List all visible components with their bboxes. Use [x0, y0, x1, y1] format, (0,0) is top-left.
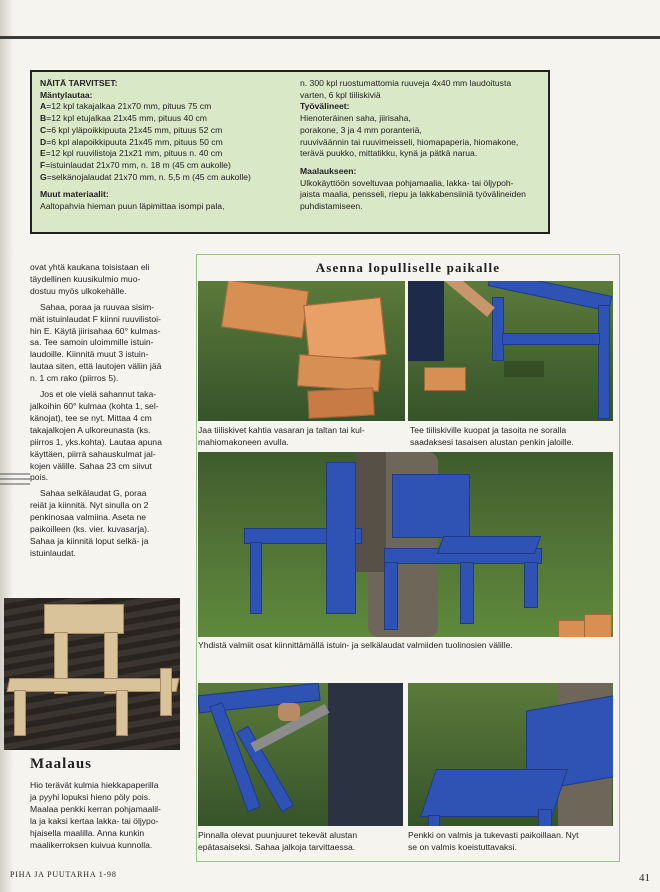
caption-line: Yhdistä valmiit osat kiinnittämällä istuin- ja selkälaudat valmiiden tuolinosien välille.: [198, 640, 513, 650]
text-line: Sahaa selkälaudat G, poraa: [40, 488, 147, 499]
caption-line: Tee tiiliskiville kuopat ja tasoita ne soralla: [410, 425, 567, 435]
photo-leveling-ground: [408, 281, 613, 421]
paint-line: puhdistamiseen.: [300, 201, 363, 212]
text-line: Jos et ole vielä sahannut taka-: [40, 389, 157, 400]
text-line: penkinosaa valmiina. Aseta ne: [30, 512, 147, 523]
paragraph: [30, 302, 190, 385]
text-line: hin E. Käytä jiirisahaa 60° kulmas-: [30, 325, 161, 336]
text-line: Hio terävät kulmia hiekkapaperilla: [30, 780, 159, 790]
text-line: käyttäen, piirrä sahauskulmat jal-: [30, 448, 156, 459]
caption-bench-around-tree: [198, 640, 616, 652]
materials-box: [30, 70, 550, 234]
pine-item: B=12 kpl etujalkaa 21x45 mm, pituus 40 cm: [40, 113, 207, 124]
photo-finished-bench: [408, 683, 613, 826]
paragraph: [30, 488, 190, 559]
top-rule: [0, 36, 660, 39]
caption-line: Penkki on valmis ja tukevasti paikoillaan. Nyt: [408, 830, 579, 840]
text-line: reiät ja kiinnitä. Nyt sinulla on 2: [30, 500, 149, 511]
maalaus-text: [30, 780, 190, 851]
paint-line: jaista maalia, pensseli, riepu ja lakkabensiiniä työvälineiden: [300, 189, 526, 200]
materials-column-right: [300, 78, 546, 213]
assembly-section-heading: Asenna lopulliselle paikalle: [315, 260, 501, 275]
materials-title: NÄITÄ TARVITSET:: [40, 78, 118, 88]
text-line: dostuu myös ulkokehälle.: [30, 285, 127, 296]
caption-line: se on valmis koeistuttavaksi.: [408, 841, 517, 852]
text-line: känojat), tee se nyt. Mittaa 4 cm: [30, 412, 152, 423]
pine-heading: Mäntylautaa:: [40, 89, 93, 100]
text-line: takajalkojen A ulkoreunasta (ks.: [30, 424, 151, 435]
caption-bricks: [198, 425, 408, 448]
text-line: kojen välille. Sahaa 23 cm siivut: [30, 460, 152, 471]
pine-item: G=selkänojalaudat 21x70 mm, n. 5,5 m (45 cm aukolle): [40, 171, 251, 182]
other-materials-line: Aaltopahvia hieman puun läpimittaa isompi pala,: [40, 201, 225, 212]
text-line: Sahaa ja kiinnitä loput selkä- ja: [30, 535, 149, 546]
caption-sawing-legs: [198, 830, 408, 853]
instructions-text: [30, 262, 190, 560]
pine-item: C=6 kpl yläpoikkipuuta 21x45 mm, pituus 52 cm: [40, 124, 223, 135]
wooden-bench-photo: [4, 598, 180, 750]
text-line: sa. Tee samoin uloimmille istuin-: [30, 337, 154, 348]
tools-line: porakone, 3 ja 4 mm poranteriä,: [300, 124, 422, 135]
paragraph: [30, 389, 190, 484]
text-line: hjaisella maalilla. Anna kunkin: [30, 827, 145, 838]
paint-line: Ulkokäyttöön soveltuvaa pohjamaalia, lakka- tai öljypoh-: [300, 177, 514, 188]
text-line: la ja kaksi kertaa lakka- tai öljypo-: [30, 815, 159, 826]
text-line: n. 1 cm rako (piirros 5).: [30, 373, 119, 384]
text-line: mät istuinlaudat F kiinni ruuvilistoi-: [30, 313, 161, 324]
photo-bricks: [198, 281, 405, 421]
photo-bench-around-tree: [198, 452, 613, 637]
caption-leveling-ground: [410, 425, 620, 448]
other-materials-heading: Muut materiaalit:: [40, 189, 109, 200]
scan-edge-shadow: [0, 0, 14, 892]
tools-line: ruuviväännin tai ruuvimeisseli, hiomapaperia, hiomakone,: [300, 136, 519, 147]
materials-column-left: [40, 78, 302, 213]
pine-item: D=6 kpl alapoikkipuuta 21x45 mm, pituus 50 cm: [40, 136, 223, 147]
text-line: ja pyyhi lopuksi hieno pöly pois.: [30, 791, 151, 802]
text-line: lautaa siten, että lautojen väliin jää: [30, 361, 162, 372]
tools-line: terävä puukko, mittatikku, kynä ja pätkä narua.: [300, 148, 478, 159]
text-line: laudoille. Kiinnitä muut 3 istuin-: [30, 349, 149, 360]
caption-line: mahiomakoneen avulla.: [198, 436, 289, 447]
text-line: Maalaa penkki kerran pohjamaalil-: [30, 803, 161, 814]
text-line: piirros 1, yks.kohta). Lautaa apuna: [30, 436, 162, 447]
magazine-footer: PIHA JA PUUTARHA 1-98: [10, 870, 117, 879]
text-line: jalkoihin 60° kulmaa (kohta 1, sel-: [30, 400, 159, 411]
pine-item: F=istuinlaudat 21x70 mm, n. 18 m (45 cm aukolle): [40, 159, 231, 170]
maalaus-heading: Maalaus: [30, 756, 93, 772]
text-line: pois.: [30, 472, 49, 483]
pine-item: A=12 kpl takajalkaa 21x70 mm, pituus 75 cm: [40, 101, 212, 112]
page-number: 41: [639, 872, 650, 884]
text-line: täydellinen kuusikulmio muo-: [30, 273, 141, 284]
photo-sawing-legs: [198, 683, 403, 826]
caption-finished-bench: [408, 830, 620, 853]
text-line: paikoilleen (ks. vier. kuvasarja).: [30, 524, 150, 535]
paint-heading: Maalaukseen:: [300, 165, 357, 176]
other-materials-line: varten, 6 kpl tiiliskiviä: [300, 89, 381, 100]
paragraph: [30, 262, 190, 298]
pine-item: E=12 kpl ruuvilistoja 21x21 mm, pituus n. 40 cm: [40, 148, 223, 159]
text-line: Sahaa, poraa ja ruuvaa sisim-: [40, 301, 155, 312]
caption-line: saadaksesi tasaisen alustan penkin jaloille.: [410, 436, 574, 447]
caption-line: Jaa tiiliskivet kahtia vasaran ja taltan tai kul-: [198, 425, 365, 435]
binder-lines-decoration: [0, 471, 30, 487]
text-line: maalikerroksen kuivua kunnolla.: [30, 839, 153, 850]
text-line: istuinlaudat.: [30, 547, 76, 558]
text-line: ovat yhtä kaukana toisistaan eli: [30, 262, 150, 272]
caption-line: Pinnalla olevat puunjuuret tekevät alustan: [198, 830, 358, 840]
other-materials-line: n. 300 kpl ruostumattomia ruuveja 4x40 mm laudoitusta: [300, 78, 512, 88]
tools-heading: Työvälineet:: [300, 101, 350, 112]
tools-line: Hienoteräinen saha, jiirisaha,: [300, 113, 411, 124]
caption-line: epätasaiseksi. Sahaa jalkoja tarvittaessa.: [198, 841, 356, 852]
